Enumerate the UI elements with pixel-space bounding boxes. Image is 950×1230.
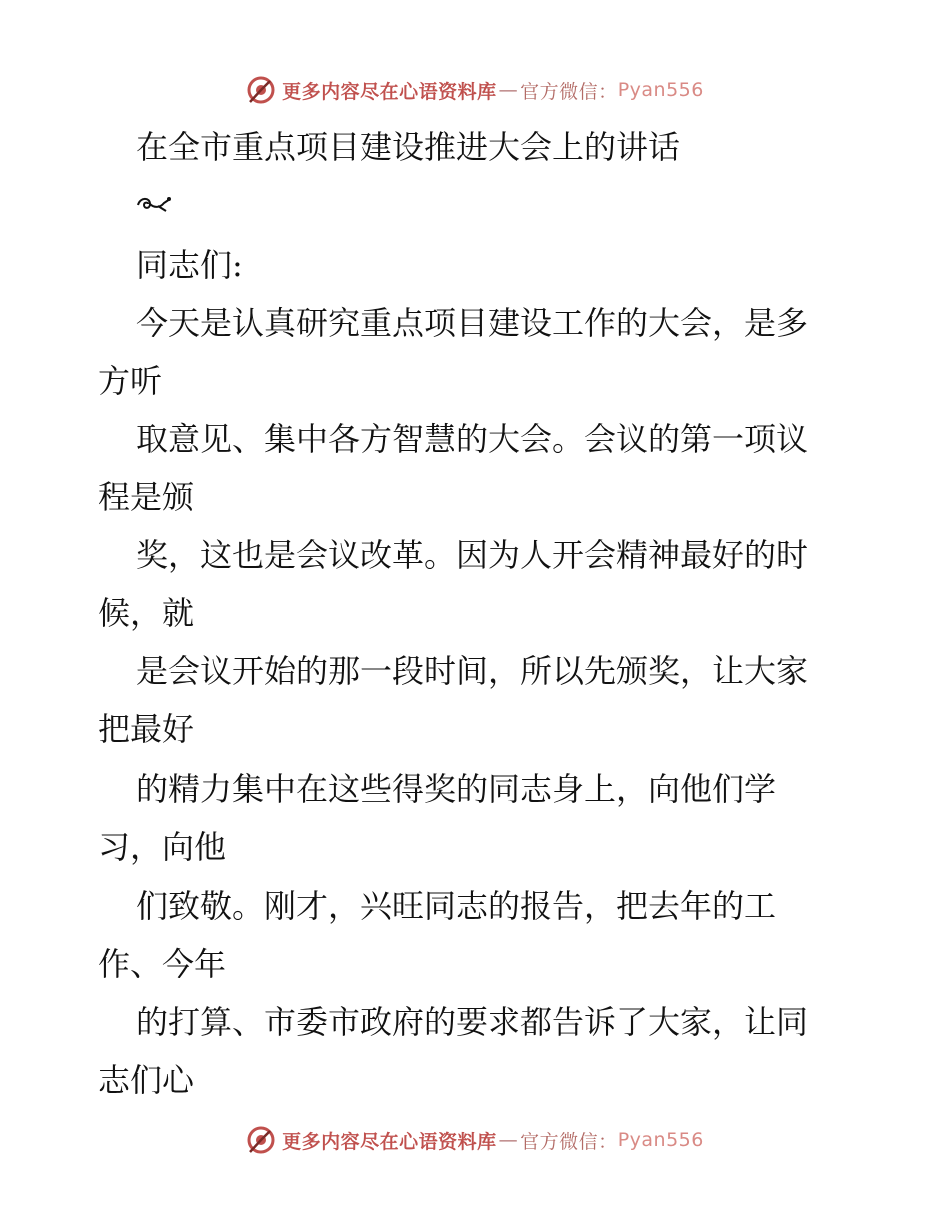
body-line: 方听 (98, 362, 163, 400)
pen-logo-icon (246, 75, 276, 105)
watermark-dash: — (498, 79, 519, 101)
watermark-dash: — (498, 1129, 519, 1151)
body-line: 候，就 (98, 594, 195, 632)
body-line: 的打算、市委市政府的要求都告诉了大家，让同 (136, 1003, 809, 1041)
body-line: 取意见、集中各方智慧的大会。会议的第一项议 (136, 420, 809, 458)
salutation: 同志们: (136, 246, 243, 284)
pen-logo-icon (246, 1125, 276, 1155)
watermark-brand: 更多内容尽在心语资料库 (282, 80, 497, 103)
watermark-header (0, 70, 950, 110)
ornament-icon (136, 193, 172, 215)
watermark-brand: 更多内容尽在心语资料库 (282, 1130, 497, 1153)
body-line: 是会议开始的那一段时间，所以先颁奖，让大家 (136, 652, 809, 690)
body-line: 们致敬。刚才，兴旺同志的报告，把去年的工 (136, 887, 777, 925)
body-line: 把最好 (98, 710, 195, 748)
body-line: 志们心 (98, 1061, 195, 1099)
watermark-wechat-label: 官方微信： (520, 1130, 618, 1153)
document-title: 在全市重点项目建设推进大会上的讲话 (136, 128, 681, 166)
body-line: 奖，这也是会议改革。因为人开会精神最好的时 (136, 536, 809, 574)
body-line: 的精力集中在这些得奖的同志身上，向他们学 (136, 770, 777, 808)
watermark-footer (0, 1120, 950, 1160)
body-line: 程是颁 (98, 478, 195, 516)
body-line: 习，向他 (98, 828, 227, 866)
watermark-wechat-id: Pyan556 (617, 1129, 704, 1151)
watermark-wechat-label: 官方微信： (520, 80, 618, 103)
body-line: 作、今年 (98, 945, 227, 983)
body-line: 今天是认真研究重点项目建设工作的大会，是多 (136, 304, 809, 342)
watermark-wechat-id: Pyan556 (617, 79, 704, 101)
